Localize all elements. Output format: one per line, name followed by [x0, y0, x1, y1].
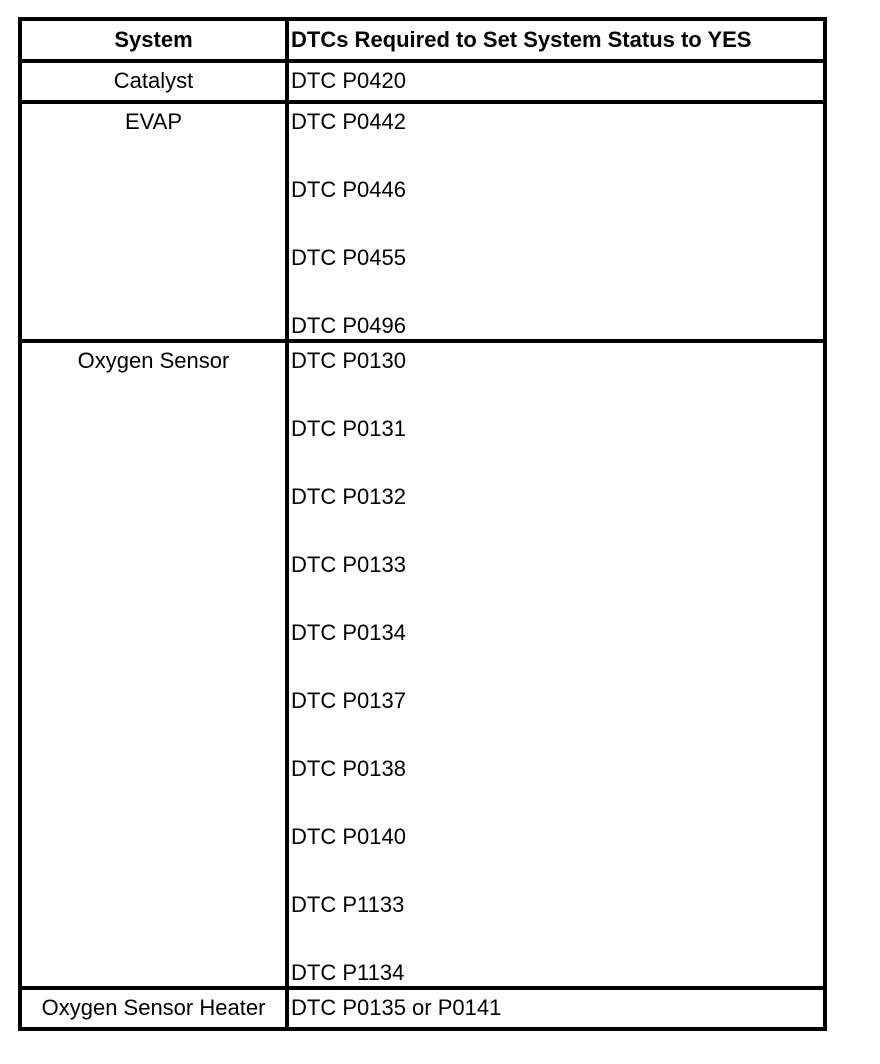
system-cell: EVAP [20, 102, 287, 341]
dtc-code: DTC P0140 [291, 824, 406, 849]
header-row [20, 19, 825, 61]
table-row-catalyst [20, 61, 825, 102]
dtc-code: DTC P0137 [291, 688, 406, 713]
dtc-cell [287, 102, 825, 341]
dtc-code: DTC P0420 [291, 68, 406, 93]
system-cell: Oxygen Sensor [20, 341, 287, 988]
dtc-code: DTC P0455 [291, 245, 406, 270]
table-row-evap [20, 102, 825, 341]
dtc-system-status-table [18, 17, 827, 1031]
system-cell: Oxygen Sensor Heater [20, 988, 287, 1029]
system-cell: Catalyst [20, 61, 287, 102]
dtc-code: DTC P0134 [291, 620, 406, 645]
dtc-code: DTC P0138 [291, 756, 406, 781]
dtc-code: DTC P1133 [291, 892, 405, 917]
header-system: System [20, 19, 287, 61]
dtc-cell [287, 61, 825, 102]
dtc-code: DTC P0496 [291, 313, 406, 338]
dtc-code: DTC P1134 [291, 960, 405, 985]
dtc-code: DTC P0133 [291, 552, 406, 577]
table-row-oxygen-sensor [20, 341, 825, 988]
dtc-code: DTC P0131 [291, 416, 406, 441]
dtc-cell [287, 341, 825, 988]
header-dtcs: DTCs Required to Set System Status to YES [287, 19, 825, 61]
table-row-oxygen-sensor-heater [20, 988, 825, 1029]
dtc-code: DTC P0446 [291, 177, 406, 202]
dtc-code: DTC P0135 or P0141 [291, 995, 502, 1020]
dtc-cell [287, 988, 825, 1029]
dtc-code: DTC P0442 [291, 109, 406, 134]
table-header [20, 19, 825, 61]
table-body [20, 61, 825, 1029]
dtc-code: DTC P0132 [291, 484, 406, 509]
dtc-code: DTC P0130 [291, 348, 406, 373]
